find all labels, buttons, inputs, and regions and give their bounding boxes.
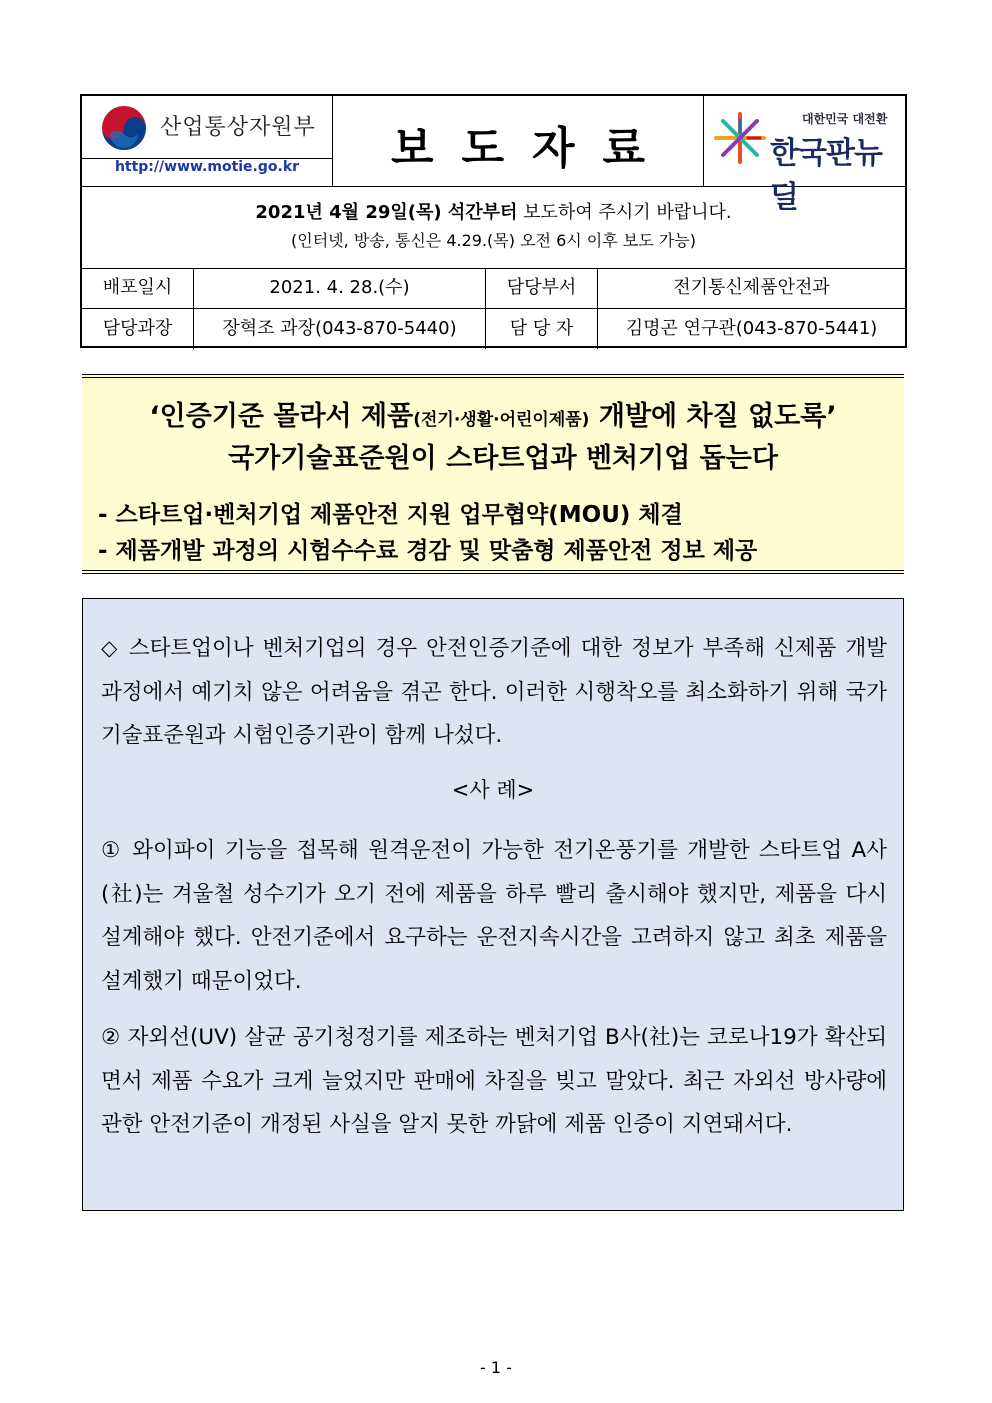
case-1-paragraph: ① 와이파이 기능을 접목해 원격운전이 가능한 전기온풍기를 개발한 스타트업 A사(社)는 겨울철 성수기가 오기 전에 제품을 하루 빨리 출시해야 했지만, 제품을 다시 설계해야 했다. 안전기준에서 요구하는 운전지속시간을 고려하지 않고 최초 제품을 설계했기 때문이었다. [101,838,887,994]
headline-product-note: (전기·생활·어린이제품) [413,410,590,430]
headline-part-a: ‘인증기준 몰라서 제품 [149,401,414,432]
info-row-2 [82,309,905,349]
ministry-logo-cell [82,96,333,186]
subheadline-2: - 제품개발 과정의 시험수수료 경감 및 맞춤형 제품안전 정보 제공 [98,538,758,564]
headline-part-b: 개발에 차질 없도록’ [589,401,837,432]
page-number: - 1 - [480,1358,512,1377]
embargo-notice [82,186,905,269]
newdeal-title: 한국판뉴딜 [770,136,882,215]
release-date-label: 배포일시 [82,268,194,308]
summary-box [82,598,904,1211]
embargo-line-2: (인터넷, 방송, 통신은 4.29.(목) 오전 6시 이후 보도 가능) [291,231,696,250]
case-2-paragraph: ② 자외선(UV) 살균 공기청정기를 제조하는 벤처기업 B사(社)는 코로나19가 확산되면서 제품 수요가 크게 늘었지만 판매에 차질을 빚고 말았다. 최근 자외선 방사량에 관한 안전기준이 개정된 사실을 알지 못한 까닭에 제품 인증이 지연돼서다. [101,1025,887,1137]
newdeal-burst-icon [712,110,768,166]
department-label: 담당부서 [486,268,598,308]
headline-box [82,374,904,574]
staff-value: 김명곤 연구관(043-870-5441) [625,318,878,339]
embargo-request: 보도하여 주시기 바랍니다. [517,202,732,223]
headline-line-1 [82,394,904,433]
doc-type-title: 보도자료 [390,123,673,174]
manager-label: 담당과장 [82,309,194,349]
staff-label: 담 당 자 [486,309,598,349]
release-date-value: 2021. 4. 28.(수) [194,268,486,308]
manager-value: 장혁조 과장(043-870-5440) [194,309,486,349]
ministry-logo [82,96,332,159]
summary-intro: ◇ 스타트업이나 벤처기업의 경우 안전인증기준에 대한 정보가 부족해 신제품 개발 과정에서 예기치 않은 어려움을 겪곤 한다. 이러한 시행착오를 최소화하기 위해 국가기술표준원과 시험인증기관이 함께 나섰다. [101,636,887,748]
headline-line-2: 국가기술표준원이 스타트업과 벤처기업 돕는다 [228,443,778,474]
newdeal-logo [704,96,905,215]
doc-type-cell [333,96,704,186]
subheadline-1: - 스타트업·벤처기업 제품안전 지원 업무협약(MOU) 체결 [98,502,683,528]
ministry-url-link[interactable]: http://www.motie.go.kr [114,159,300,175]
department-value: 전기통신제품안전과 [673,277,830,298]
embargo-line-1 [82,198,905,224]
newdeal-tagline: 대한민국 대전환 [802,112,888,126]
ministry-name: 산업통상자원부 [160,115,316,140]
embargo-date: 2021년 4월 29일(목) 석간부터 [255,202,518,223]
press-header-table [80,94,907,348]
taegeuk-emblem-icon [100,104,148,152]
case-label: <사 례> [451,778,535,802]
info-row-1 [82,268,905,309]
